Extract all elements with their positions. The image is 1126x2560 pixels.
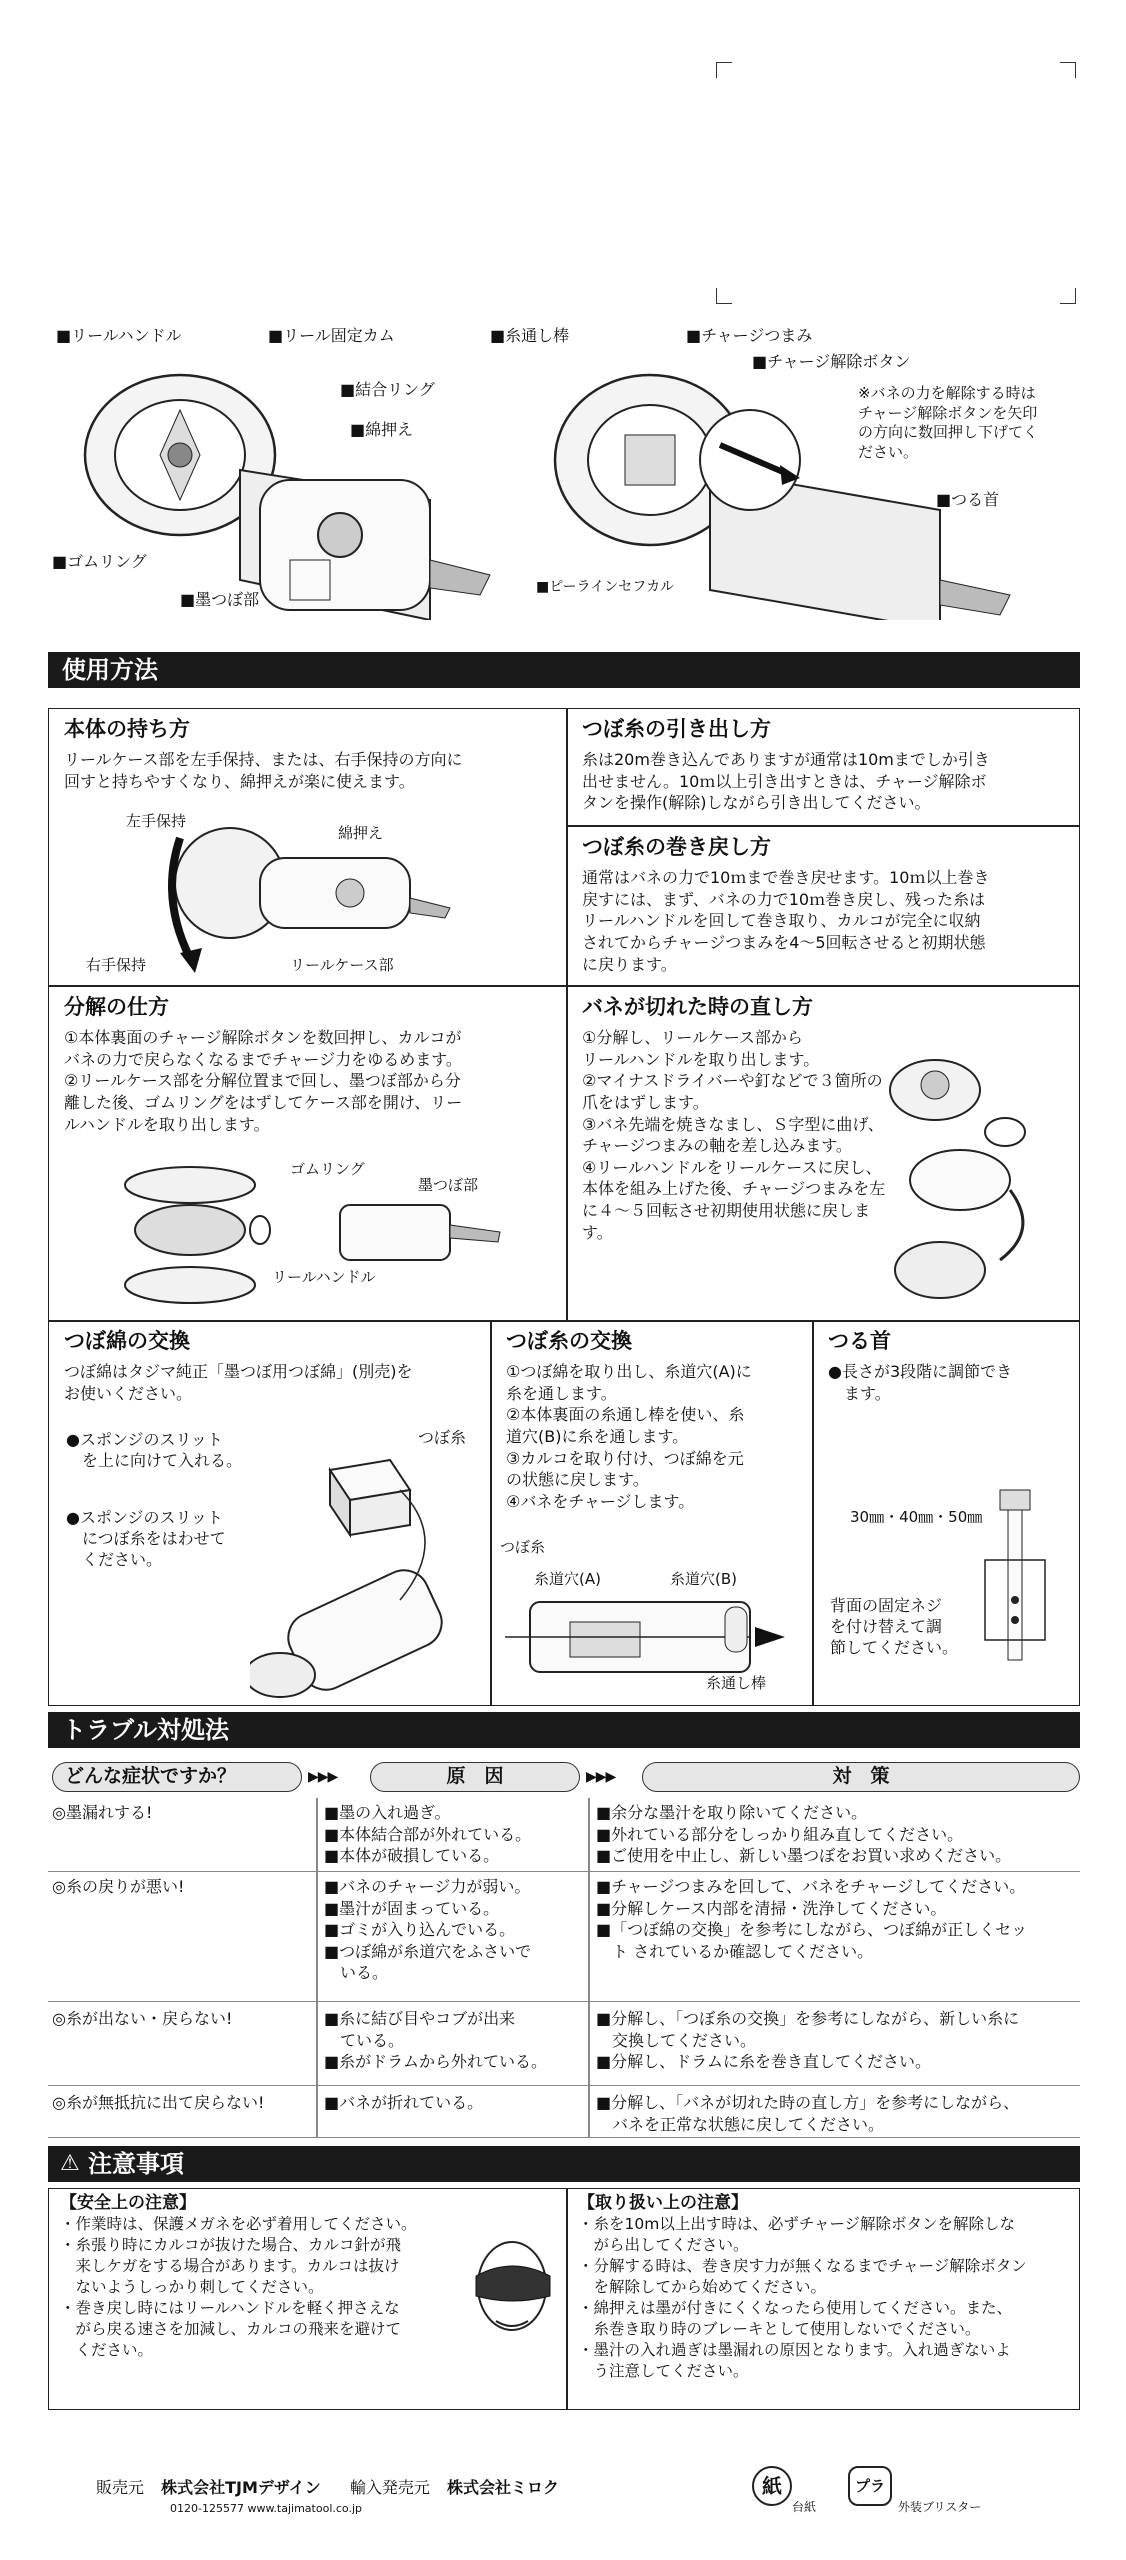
importer-label: 輸入発売元 — [349, 2478, 430, 2497]
pull-out-heading: つぼ糸の引き出し方 — [582, 717, 771, 741]
cotton-section — [64, 1328, 484, 1404]
row-symptom: ◎糸の戻りが悪い! — [52, 1877, 185, 1896]
hold-section — [64, 716, 564, 792]
handling-item: ・糸を10m以上出す時は、必ずチャージ解除ボタンを解除しな がら出してください。 — [578, 2215, 1016, 2255]
rewind-heading: つぼ糸の巻き戻し方 — [582, 835, 771, 859]
divider — [566, 2188, 568, 2410]
row-causes: ■墨の入れ過ぎ。 ■本体結合部が外れている。 ■本体が破損している。 — [324, 1803, 532, 1866]
thread-swap-hole-b: 糸道穴(B) — [670, 1570, 737, 1588]
row-symptom: ◎糸が出ない・戻らない! — [52, 2009, 233, 2028]
row-actions: ■分解し、「バネが切れた時の直し方」を参考にしながら、 バネを正常な状態に戻してください。 — [596, 2093, 1020, 2134]
row-symptom: ◎墨漏れする! — [52, 1803, 153, 1822]
disassemble-inkpot-label: 墨つぼ部 — [418, 1176, 479, 1194]
divider — [566, 708, 568, 1320]
crop-mark — [716, 62, 732, 78]
pull-out-section — [582, 716, 1078, 814]
caution-title-text: 注意事項 — [88, 2150, 184, 2178]
spring-fix-section — [582, 994, 912, 1243]
row-actions: ■チャージつまみを回して、バネをチャージしてください。 ■分解しケース内部を清掃・洗浄してください。 ■「つぼ綿の交換」を参考にしながら、つぼ綿が正しくセッ ト されているか確認してください。 — [596, 1877, 1028, 1961]
label-reel-handle: ■リールハンドル — [56, 326, 182, 345]
label-thread-rod: ■糸通し棒 — [490, 326, 570, 345]
label-coupling-ring: ■結合リング — [340, 380, 435, 399]
importer-name: 株式会社ミロク — [446, 2478, 559, 2497]
safety-item: ・糸張り時にカルコが抜けた場合、カルコ針が飛 来しケガをする場合があります。カルコは抜け ないようしっかり刺してください。 — [60, 2236, 402, 2296]
disassemble-heading: 分解の仕方 — [64, 995, 169, 1019]
handling-section — [578, 2192, 1074, 2381]
arrow-2: ▶▶▶ — [586, 1769, 616, 1785]
spring-fix-illustration — [880, 1040, 1070, 1310]
handling-heading: 【取り扱い上の注意】 — [578, 2193, 748, 2213]
crane-text: ●長さが3段階に調節でき ます。 — [828, 1362, 1013, 1403]
divider — [566, 985, 1080, 987]
ink-line-front-illustration — [60, 360, 520, 620]
divider — [812, 1320, 814, 1706]
rewind-section — [582, 834, 1078, 975]
thread-swap-hole-a: 糸道穴(A) — [534, 1570, 601, 1588]
parts-diagram — [0, 320, 1126, 640]
divider — [566, 825, 1080, 827]
row-causes: ■バネが折れている。 — [324, 2093, 484, 2112]
paper-recycle-icon: 紙 — [752, 2466, 792, 2506]
thread-swap-section — [506, 1328, 806, 1512]
label-ink-pot: ■墨つぼ部 — [180, 590, 260, 609]
thread-swap-illustration — [500, 1592, 810, 1682]
row-symptom: ◎糸が無抵抗に出て戻らない! — [52, 2093, 265, 2112]
crane-note: 背面の固定ネジ を付け替えて調 節してください。 — [830, 1596, 959, 1657]
col-symptom: どんな症状ですか？ — [52, 1762, 302, 1792]
cotton-heading: つぼ綿の交換 — [64, 1329, 190, 1353]
hold-reelcase-label: リールケース部 — [290, 956, 394, 974]
cotton-illustration — [250, 1450, 480, 1700]
trouble-row — [48, 1872, 1080, 2002]
handling-item: ・墨汁の入れ過ぎは墨漏れの原因となります。入れ過ぎないよ う注意してください。 — [578, 2340, 1011, 2380]
crane-section — [828, 1328, 1076, 1404]
seller-name: 株式会社TJMデザイン — [161, 2478, 321, 2497]
seller-label: 販売元 — [96, 2478, 145, 2497]
safety-heading: 【安全上の注意】 — [60, 2193, 196, 2213]
row-actions: ■余分な墨汁を取り除いてください。 ■外れている部分をしっかり組み直してください。 ■ご使用を中止し、新しい墨つぼをお買い求めください。 — [596, 1803, 1012, 1866]
thread-swap-text: ①つぼ綿を取り出し、糸道穴(A)に 糸を通します。 ②本体裏面の糸通し棒を使い、糸 道穴(B)に糸を通します。 ③カルコを取り付け、つぼ綿を元 の状態に戻します。 ④バネをチャージします。 — [506, 1362, 752, 1511]
label-reel-cam: ■リール固定カム — [268, 326, 395, 345]
trouble-row — [48, 2086, 1080, 2138]
label-crane-neck: ■つる首 — [936, 490, 1000, 509]
col-action: 対 策 — [642, 1762, 1080, 1792]
caution-section-title — [48, 2146, 1080, 2182]
plastic-recycle-icon: プラ — [848, 2466, 892, 2506]
trouble-row — [48, 1798, 1080, 1872]
disassemble-reel-label: リールハンドル — [272, 1268, 376, 1286]
paper-label: 台紙 — [792, 2500, 817, 2514]
trouble-section-title: トラブル対処法 — [48, 1712, 1080, 1748]
usage-section-title: 使用方法 — [48, 652, 1080, 688]
label-charge-release: ■チャージ解除ボタン — [752, 352, 911, 371]
disassemble-rubber-label: ゴムリング — [290, 1160, 365, 1178]
disassemble-text: ①本体裏面のチャージ解除ボタンを数回押し、カルコが バネの力で戻らなくなるまでチャージ力をゆるめます。 ②リールケース部を分解位置まで回し、墨つぼ部から分 離した後、ゴムリングをはずしてケース部を開け、リー ルハンドルを取り出します。 — [64, 1028, 463, 1134]
row-causes: ■糸に結び目やコブが出来 ている。 ■糸がドラムから外れている。 — [324, 2009, 547, 2072]
crane-heading: つる首 — [828, 1329, 891, 1353]
cotton-thread-label: つぼ糸 — [418, 1428, 467, 1447]
rewind-text: 通常はバネの力で10ｍまで巻き戻せます。10ｍ以上巻き 戻すには、まず、バネの力で10ｍ巻き戻し、残った糸は リールハンドルを回して巻き取り、カルコが完全に収納 されてからチャージつまみを4～5回転させると初期状態 に戻ります。 — [582, 868, 990, 974]
divider — [490, 1320, 492, 1706]
spring-fix-text: ①分解し、リールケース部から リールハンドルを取り出します。 ②マイナスドライバーや釘などで３箇所の爪をはずします。 ③バネ先端を焼きなまし、Ｓ字型に曲げ、チャージつまみの軸を差し込みます。 ④リールハンドルをリールケースに戻し、本体を組み上げた後、チャージつまみを左に４～５回転させ初期使用状態に戻します。 — [582, 1028, 886, 1242]
cotton-note-1: ●スポンジのスリット を上に向けて入れる。 — [66, 1430, 243, 1470]
spring-fix-heading: バネが切れた時の直し方 — [582, 995, 813, 1019]
row-causes: ■バネのチャージ力が弱い。 ■墨汁が固まっている。 ■ゴミが入り込んでいる。 ■つぼ綿が糸道穴をふさいで いる。 — [324, 1877, 532, 1983]
handling-item: ・綿押えは墨が付きにくくなったら使用してください。また、 糸巻き取り時のブレーキとして使用しないでください。 — [578, 2298, 1013, 2338]
thread-swap-thread-label: つぼ糸 — [500, 1538, 546, 1556]
hold-left-label: 左手保持 — [126, 812, 187, 830]
label-cotton-press: ■綿押え — [350, 420, 414, 439]
crane-illustration — [970, 1480, 1070, 1700]
divider — [48, 985, 566, 987]
label-needle: ■ピーラインセフカル — [536, 579, 675, 595]
handling-item: ・分解する時は、巻き戻す力が無くなるまでチャージ解除ボタン を解除してから始めてください。 — [578, 2256, 1027, 2296]
crane-sizes: 30㎜・40㎜・50㎜ — [850, 1508, 983, 1526]
row-actions: ■分解し、「つぼ糸の交換」を参考にしながら、新しい糸に 交換してください。 ■分解し、ドラムに糸を巻き直してください。 — [596, 2009, 1020, 2072]
label-charge-knob: ■チャージつまみ — [686, 326, 813, 345]
crop-mark — [716, 288, 732, 304]
plastic-label: 外装ブリスター — [898, 2500, 982, 2514]
trouble-row — [48, 2002, 1080, 2086]
divider — [48, 1320, 1080, 1322]
hold-illustration — [150, 818, 470, 978]
disassemble-section — [64, 994, 564, 1135]
safety-item: ・作業時は、保護メガネを必ず着用してください。 — [60, 2215, 417, 2234]
hold-text: リールケース部を左手保持、または、右手保持の方向に 回すと持ちやすくなり、綿押えが楽に使えます。 — [64, 750, 463, 791]
footer-vendors — [96, 2478, 559, 2499]
contact-line: 0120-125577 www.tajimatool.co.jp — [170, 2502, 362, 2515]
col-cause: 原 因 — [370, 1762, 580, 1792]
label-rubber-ring: ■ゴムリング — [52, 552, 147, 571]
safety-section — [60, 2192, 460, 2361]
safety-item: ・巻き戻し時にはリールハンドルを軽く押さえな がら戻る速さを加減し、カルコの飛来を避けて ください。 — [60, 2298, 402, 2359]
hold-cotton-label: 綿押え — [338, 824, 384, 842]
crop-mark — [1060, 288, 1076, 304]
pull-out-text: 糸は20m巻き込んでありますが通常は10mまでしか引き 出せません。10ｍ以上引き出すときは、チャージ解除ボ タンを操作(解除)しながら引き出してください。 — [582, 750, 990, 813]
thread-swap-heading: つぼ糸の交換 — [506, 1329, 632, 1353]
arrow-1: ▶▶▶ — [308, 1769, 338, 1785]
release-note: ※バネの力を解除する時は チャージ解除ボタンを矢印 の方向に数回押し下げてく ださい。 — [858, 384, 1039, 461]
cotton-note-2: ●スポンジのスリット につぼ糸をはわせて ください。 — [66, 1508, 226, 1569]
hold-heading: 本体の持ち方 — [64, 717, 190, 741]
crop-mark — [1060, 62, 1076, 78]
safety-goggles-illustration — [466, 2236, 558, 2346]
warning-icon: ⚠ — [60, 2151, 80, 2176]
hold-right-label: 右手保持 — [86, 956, 147, 974]
cotton-text: つぼ綿はタジマ純正「墨つぼ用つぼ綿」(別売)を お使いください。 — [64, 1362, 413, 1403]
thread-swap-rod-label: 糸通し棒 — [706, 1674, 767, 1692]
